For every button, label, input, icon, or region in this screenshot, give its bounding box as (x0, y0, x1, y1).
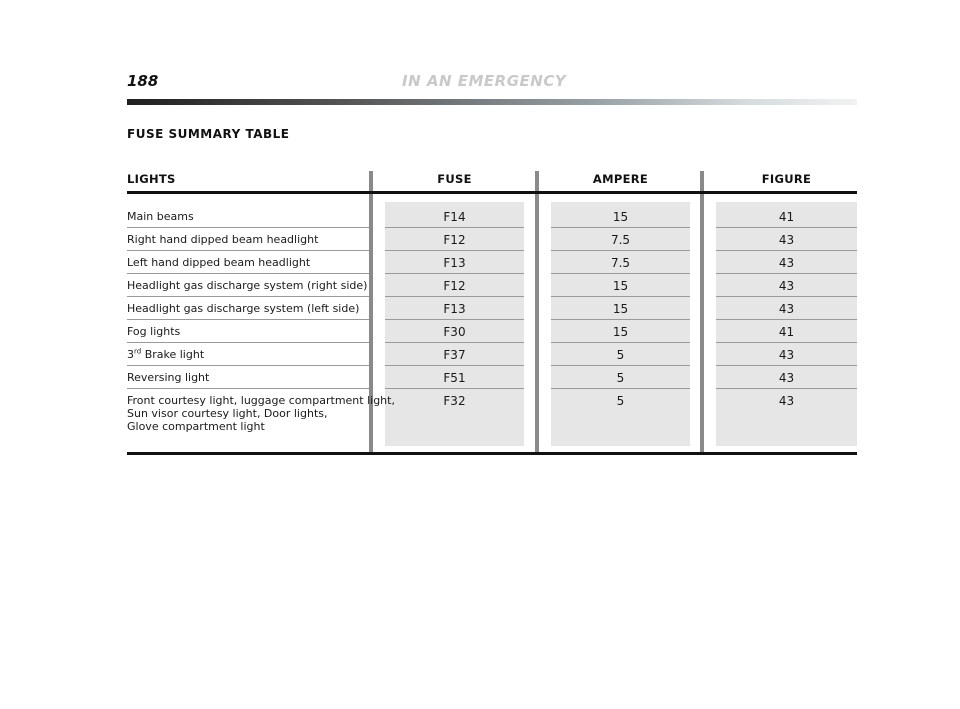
row-divider (551, 342, 690, 343)
figure-value: 43 (778, 371, 795, 385)
row-label: Headlight gas discharge system (right side) (127, 279, 368, 292)
section-title: IN AN EMERGENCY (402, 72, 567, 90)
row-divider (716, 250, 857, 251)
column-header-figure: FIGURE (761, 172, 812, 186)
column-header-fuse: FUSE (437, 172, 472, 186)
figure-value: 41 (778, 210, 795, 224)
row-divider (551, 365, 690, 366)
figure-value: 41 (778, 325, 795, 339)
figure-value: 43 (778, 348, 795, 362)
row-label (127, 394, 395, 433)
figure-value: 43 (778, 256, 795, 270)
row-divider (385, 227, 524, 228)
row-label: Reversing light (127, 371, 210, 384)
row-label (127, 348, 204, 361)
fuse-value: F13 (443, 256, 466, 270)
ampere-value: 5 (616, 394, 625, 408)
row-divider (551, 250, 690, 251)
row-divider (127, 227, 369, 228)
ampere-value: 15 (612, 325, 629, 339)
row-divider (127, 273, 369, 274)
row-label-line: Glove compartment light (127, 420, 265, 433)
row-label: Main beams (127, 210, 194, 223)
row-divider (716, 319, 857, 320)
row-label-line: Sun visor courtesy light, Door lights, (127, 407, 328, 420)
figure-value: 43 (778, 279, 795, 293)
row-divider (385, 388, 524, 389)
ampere-value: 15 (612, 210, 629, 224)
ampere-value: 5 (616, 348, 625, 362)
row-label-line: Front courtesy light, luggage compartment light, (127, 394, 395, 407)
row-divider (385, 365, 524, 366)
column-separator (700, 171, 704, 455)
column-separator (535, 171, 539, 455)
row-label: Fog lights (127, 325, 181, 338)
figure-value: 43 (778, 302, 795, 316)
fuse-value: F51 (443, 371, 466, 385)
row-label: Left hand dipped beam headlight (127, 256, 311, 269)
table-bottom-rule (127, 452, 857, 455)
row-divider (551, 273, 690, 274)
row-divider (385, 273, 524, 274)
table-top-rule (127, 191, 857, 194)
row-label-text: Brake light (141, 348, 205, 361)
row-divider (127, 342, 369, 343)
header-gradient-bar (127, 99, 857, 105)
page-number: 188 (127, 72, 159, 90)
row-divider (385, 250, 524, 251)
row-divider (127, 296, 369, 297)
ampere-value: 15 (612, 302, 629, 316)
row-divider (551, 227, 690, 228)
row-label: Right hand dipped beam headlight (127, 233, 319, 246)
column-header-ampere: AMPERE (592, 172, 649, 186)
row-divider (716, 296, 857, 297)
row-divider (551, 296, 690, 297)
row-divider (716, 342, 857, 343)
row-divider (716, 273, 857, 274)
row-label: Headlight gas discharge system (left side) (127, 302, 360, 315)
fuse-value: F12 (443, 279, 466, 293)
row-divider (716, 388, 857, 389)
row-divider (127, 250, 369, 251)
row-divider (716, 365, 857, 366)
fuse-value: F30 (443, 325, 466, 339)
figure-value: 43 (778, 233, 795, 247)
row-label-prefix: 3 (127, 348, 134, 361)
fuse-value: F12 (443, 233, 466, 247)
ampere-value: 7.5 (610, 256, 631, 270)
fuse-value: F13 (443, 302, 466, 316)
figure-value: 43 (778, 394, 795, 408)
row-divider (127, 388, 369, 389)
row-divider (551, 319, 690, 320)
ampere-value: 15 (612, 279, 629, 293)
row-divider (551, 388, 690, 389)
column-header-lights: LIGHTS (127, 172, 176, 186)
row-divider (385, 319, 524, 320)
row-divider (127, 319, 369, 320)
row-divider (385, 342, 524, 343)
fuse-value: F37 (443, 348, 466, 362)
row-divider (716, 227, 857, 228)
fuse-value: F14 (443, 210, 466, 224)
row-divider (127, 365, 369, 366)
ampere-value: 5 (616, 371, 625, 385)
table-title: FUSE SUMMARY TABLE (127, 127, 290, 141)
ampere-value: 7.5 (610, 233, 631, 247)
row-label-superscript: rd (134, 347, 142, 356)
fuse-value: F32 (443, 394, 466, 408)
row-divider (385, 296, 524, 297)
